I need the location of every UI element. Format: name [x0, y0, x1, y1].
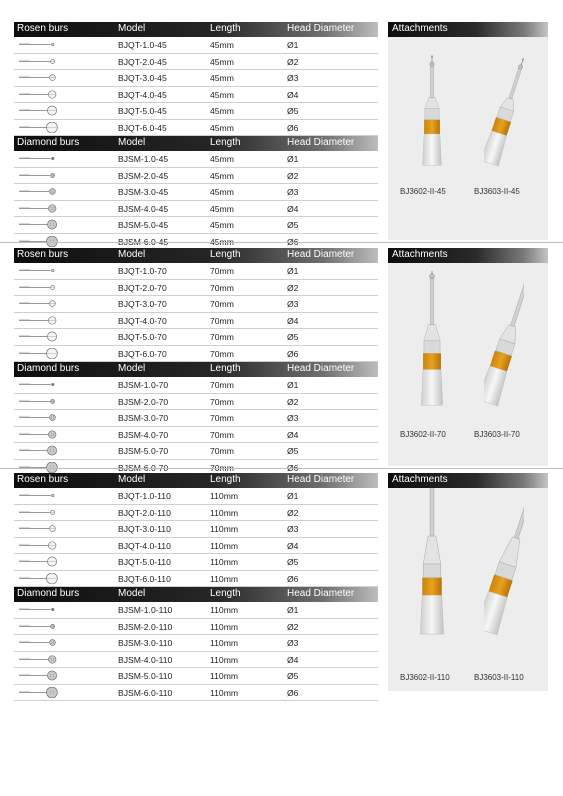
- model-cell: BJQT-5.0-110: [118, 557, 171, 567]
- model-cell: BJQT-1.0-45: [118, 40, 167, 50]
- length-cell: 70mm: [210, 282, 234, 293]
- contra-angle-handpiece-image: [484, 271, 524, 407]
- length-cell: 110mm: [210, 687, 239, 698]
- table-row: [14, 505, 378, 522]
- length-cell: 110mm: [210, 507, 239, 518]
- length-cell: 45mm: [210, 89, 234, 100]
- model-cell: BJQT-1.0-70: [118, 266, 167, 276]
- diamond-bur-icon: [18, 153, 58, 164]
- length-cell: 110mm: [210, 605, 239, 615]
- diameter-cell: Ø5: [287, 557, 299, 567]
- diameter-column-heading: Head Diameter: [287, 588, 355, 599]
- length-cell: 70mm: [210, 348, 234, 359]
- straight-handpiece-caption: BJ3602-II-70: [400, 430, 446, 439]
- bur-tables: [14, 473, 378, 701]
- diameter-cell: Ø5: [287, 446, 299, 456]
- contra-angle-handpiece-caption: BJ3603-II-45: [474, 187, 520, 196]
- diameter-cell: Ø3: [287, 524, 299, 534]
- diameter-cell: Ø4: [287, 89, 299, 100]
- model-cell: BJQT-5.0-70: [118, 332, 167, 342]
- diameter-cell: Ø4: [287, 429, 299, 440]
- contra-angle-handpiece-caption: BJ3603-II-110: [474, 673, 524, 682]
- model-cell: BJQT-1.0-110: [118, 491, 171, 501]
- diameter-cell: Ø6: [287, 348, 299, 359]
- rosen-bur-icon: [18, 89, 58, 100]
- model-cell: BJSM-5.0-70: [118, 446, 169, 456]
- diameter-cell: Ø6: [287, 573, 299, 584]
- diamond-bur-icon: [18, 670, 58, 681]
- category-heading: Diamond burs: [17, 137, 80, 148]
- rosen-bur-icon: [18, 315, 58, 326]
- model-cell: BJSM-2.0-45: [118, 170, 169, 181]
- table-row: [14, 443, 378, 460]
- category-heading: Rosen burs: [17, 249, 69, 260]
- length-cell: 70mm: [210, 413, 234, 423]
- straight-handpiece-image: [412, 47, 452, 167]
- table-row: [14, 571, 378, 588]
- straight-handpiece-caption: BJ3602-II-110: [400, 673, 450, 682]
- category-heading: Rosen burs: [17, 23, 69, 34]
- diamond-bur-icon: [18, 412, 58, 423]
- diameter-cell: Ø2: [287, 621, 299, 632]
- straight-handpiece-image: [412, 271, 452, 407]
- length-cell: 45mm: [210, 106, 234, 116]
- length-cell: 45mm: [210, 203, 234, 214]
- diamond-bur-icon: [18, 637, 58, 648]
- diameter-cell: Ø5: [287, 671, 299, 681]
- rosen-bur-icon: [18, 298, 58, 309]
- length-column-heading: Length: [210, 137, 241, 148]
- rosen-bur-icon: [18, 39, 58, 50]
- table-header: [14, 587, 378, 602]
- length-cell: 45mm: [210, 220, 234, 230]
- attachments-image-area: [388, 263, 548, 466]
- diameter-cell: Ø2: [287, 282, 299, 293]
- model-column-heading: Model: [118, 363, 146, 374]
- model-cell: BJSM-2.0-110: [118, 621, 173, 632]
- diamond-bur-icon: [18, 396, 58, 407]
- diameter-cell: Ø1: [287, 605, 299, 615]
- rosen-bur-icon: [18, 331, 58, 342]
- length-cell: 45mm: [210, 122, 234, 133]
- diameter-cell: Ø4: [287, 540, 299, 551]
- model-cell: BJSM-1.0-110: [118, 605, 173, 615]
- model-cell: BJQT-6.0-45: [118, 122, 167, 133]
- model-cell: BJSM-2.0-70: [118, 396, 169, 407]
- attachments-panel: [388, 22, 548, 196]
- table-row: [14, 37, 378, 54]
- model-cell: BJSM-4.0-70: [118, 429, 169, 440]
- length-cell: 45mm: [210, 40, 234, 50]
- table-header: [14, 248, 378, 263]
- model-column-heading: Model: [118, 588, 146, 599]
- diamond-bur-icon: [18, 445, 58, 456]
- model-column-heading: Model: [118, 474, 146, 485]
- length-cell: 110mm: [210, 621, 239, 632]
- rosen-bur-icon: [18, 122, 58, 133]
- length-cell: 110mm: [210, 671, 239, 681]
- length-column-heading: Length: [210, 474, 241, 485]
- diameter-cell: Ø4: [287, 654, 299, 665]
- attachments-title: Attachments: [392, 474, 448, 485]
- length-cell: 110mm: [210, 491, 239, 501]
- diameter-cell: Ø3: [287, 413, 299, 423]
- bur-tables: [14, 22, 378, 250]
- table-row: [14, 87, 378, 104]
- model-cell: BJQT-6.0-70: [118, 348, 167, 359]
- diameter-cell: Ø3: [287, 299, 299, 309]
- model-cell: BJQT-2.0-45: [118, 56, 167, 67]
- attachments-image-area: [388, 488, 548, 691]
- table-row: [14, 377, 378, 394]
- diamond-bur-icon: [18, 429, 58, 440]
- diameter-cell: Ø2: [287, 507, 299, 518]
- rosen-bur-icon: [18, 282, 58, 293]
- category-heading: Rosen burs: [17, 474, 69, 485]
- diamond-bur-icon: [18, 654, 58, 665]
- table-row: [14, 329, 378, 346]
- rosen-bur-icon: [18, 490, 58, 501]
- attachments-panel: [388, 473, 548, 682]
- table-row: [14, 602, 378, 619]
- length-column-heading: Length: [210, 588, 241, 599]
- table-row: [14, 70, 378, 87]
- attachments-title: Attachments: [392, 23, 448, 34]
- length-cell: 70mm: [210, 446, 234, 456]
- diamond-bur-icon: [18, 170, 58, 181]
- table-row: [14, 652, 378, 669]
- table-row: [14, 280, 378, 297]
- rosen-bur-icon: [18, 348, 58, 359]
- rosen-bur-icon: [18, 265, 58, 276]
- table-row: [14, 394, 378, 411]
- table-row: [14, 521, 378, 538]
- model-cell: BJQT-4.0-70: [118, 315, 167, 326]
- rosen-bur-icon: [18, 105, 58, 116]
- diameter-cell: Ø2: [287, 56, 299, 67]
- model-cell: BJSM-6.0-110: [118, 687, 173, 698]
- table-row: [14, 685, 378, 702]
- model-cell: BJSM-1.0-70: [118, 380, 169, 390]
- diamond-bur-icon: [18, 219, 58, 230]
- contra-angle-handpiece-image: [484, 488, 524, 636]
- table-header: [14, 22, 378, 37]
- table-row: [14, 635, 378, 652]
- rosen-bur-icon: [18, 556, 58, 567]
- table-row: [14, 54, 378, 71]
- model-column-heading: Model: [118, 137, 146, 148]
- table-row: [14, 427, 378, 444]
- table-row: [14, 296, 378, 313]
- diameter-column-heading: Head Diameter: [287, 474, 355, 485]
- table-row: [14, 217, 378, 234]
- length-cell: 110mm: [210, 557, 239, 567]
- diameter-cell: Ø1: [287, 40, 299, 50]
- model-cell: BJSM-5.0-45: [118, 220, 169, 230]
- length-column-heading: Length: [210, 363, 241, 374]
- diameter-cell: Ø1: [287, 266, 299, 276]
- table-header: [14, 362, 378, 377]
- diamond-bur-icon: [18, 186, 58, 197]
- length-cell: 70mm: [210, 315, 234, 326]
- length-cell: 70mm: [210, 332, 234, 342]
- diameter-cell: Ø5: [287, 332, 299, 342]
- diameter-cell: Ø6: [287, 122, 299, 133]
- model-cell: BJQT-3.0-110: [118, 524, 171, 534]
- diameter-column-heading: Head Diameter: [287, 23, 355, 34]
- diameter-cell: Ø4: [287, 315, 299, 326]
- table-row: [14, 151, 378, 168]
- rosen-bur-icon: [18, 523, 58, 534]
- rosen-bur-icon: [18, 507, 58, 518]
- length-cell: 110mm: [210, 638, 239, 648]
- table-header: [14, 136, 378, 151]
- bur-tables: [14, 248, 378, 476]
- length-cell: 110mm: [210, 654, 239, 665]
- table-header: [14, 473, 378, 488]
- table-row: [14, 410, 378, 427]
- rosen-bur-icon: [18, 72, 58, 83]
- diamond-bur-icon: [18, 379, 58, 390]
- diameter-cell: Ø2: [287, 396, 299, 407]
- length-cell: 70mm: [210, 266, 234, 276]
- attachments-panel: [388, 248, 548, 439]
- length-cell: 70mm: [210, 299, 234, 309]
- model-cell: BJSM-1.0-45: [118, 154, 169, 164]
- diameter-cell: Ø1: [287, 154, 299, 164]
- diamond-bur-icon: [18, 462, 58, 473]
- table-row: [14, 554, 378, 571]
- attachments-header: [388, 473, 548, 488]
- model-cell: BJSM-4.0-45: [118, 203, 169, 214]
- diameter-cell: Ø4: [287, 203, 299, 214]
- rosen-bur-icon: [18, 540, 58, 551]
- model-cell: BJQT-4.0-110: [118, 540, 171, 551]
- diamond-bur-icon: [18, 203, 58, 214]
- rosen-bur-icon: [18, 56, 58, 67]
- section-divider: [0, 242, 563, 243]
- length-cell: 110mm: [210, 573, 239, 584]
- length-cell: 70mm: [210, 396, 234, 407]
- length-column-heading: Length: [210, 249, 241, 260]
- diameter-column-heading: Head Diameter: [287, 363, 355, 374]
- length-cell: 45mm: [210, 154, 234, 164]
- diameter-column-heading: Head Diameter: [287, 249, 355, 260]
- length-cell: 70mm: [210, 429, 234, 440]
- category-heading: Diamond burs: [17, 588, 80, 599]
- model-cell: BJSM-3.0-70: [118, 413, 169, 423]
- attachments-title: Attachments: [392, 249, 448, 260]
- contra-angle-handpiece-image: [484, 47, 524, 167]
- straight-handpiece-caption: BJ3602-II-45: [400, 187, 446, 196]
- diamond-bur-icon: [18, 604, 58, 615]
- table-row: [14, 619, 378, 636]
- attachments-image-area: [388, 37, 548, 240]
- model-cell: BJSM-3.0-45: [118, 187, 169, 197]
- length-column-heading: Length: [210, 23, 241, 34]
- model-cell: BJQT-3.0-70: [118, 299, 167, 309]
- diameter-cell: Ø2: [287, 170, 299, 181]
- table-row: [14, 488, 378, 505]
- diameter-cell: Ø1: [287, 491, 299, 501]
- attachments-header: [388, 22, 548, 37]
- model-cell: BJSM-4.0-110: [118, 654, 173, 665]
- table-row: [14, 103, 378, 120]
- model-cell: BJSM-5.0-110: [118, 671, 173, 681]
- model-column-heading: Model: [118, 23, 146, 34]
- section-divider: [0, 468, 563, 469]
- diamond-bur-icon: [18, 621, 58, 632]
- table-row: [14, 263, 378, 280]
- length-cell: 70mm: [210, 380, 234, 390]
- table-row: [14, 120, 378, 137]
- diameter-cell: Ø3: [287, 638, 299, 648]
- diameter-cell: Ø1: [287, 380, 299, 390]
- model-column-heading: Model: [118, 249, 146, 260]
- length-cell: 45mm: [210, 56, 234, 67]
- length-cell: 110mm: [210, 540, 239, 551]
- table-row: [14, 201, 378, 218]
- model-cell: BJQT-2.0-110: [118, 507, 171, 518]
- table-row: [14, 346, 378, 363]
- rosen-bur-icon: [18, 573, 58, 584]
- model-cell: BJQT-2.0-70: [118, 282, 167, 293]
- table-row: [14, 168, 378, 185]
- diamond-bur-icon: [18, 236, 58, 247]
- contra-angle-handpiece-caption: BJ3603-II-70: [474, 430, 520, 439]
- diameter-cell: Ø5: [287, 106, 299, 116]
- diameter-cell: Ø3: [287, 187, 299, 197]
- model-cell: BJQT-3.0-45: [118, 73, 167, 83]
- length-cell: 45mm: [210, 170, 234, 181]
- table-row: [14, 668, 378, 685]
- attachments-header: [388, 248, 548, 263]
- diamond-bur-icon: [18, 687, 58, 698]
- model-cell: BJQT-4.0-45: [118, 89, 167, 100]
- straight-handpiece-image: [412, 488, 452, 636]
- table-row: [14, 313, 378, 330]
- length-cell: 45mm: [210, 187, 234, 197]
- length-cell: 45mm: [210, 73, 234, 83]
- model-cell: BJQT-5.0-45: [118, 106, 167, 116]
- diameter-cell: Ø6: [287, 687, 299, 698]
- diameter-cell: Ø5: [287, 220, 299, 230]
- table-row: [14, 538, 378, 555]
- diameter-cell: Ø3: [287, 73, 299, 83]
- category-heading: Diamond burs: [17, 363, 80, 374]
- model-cell: BJQT-6.0-110: [118, 573, 171, 584]
- model-cell: BJSM-3.0-110: [118, 638, 173, 648]
- length-cell: 110mm: [210, 524, 239, 534]
- diameter-column-heading: Head Diameter: [287, 137, 355, 148]
- table-row: [14, 184, 378, 201]
